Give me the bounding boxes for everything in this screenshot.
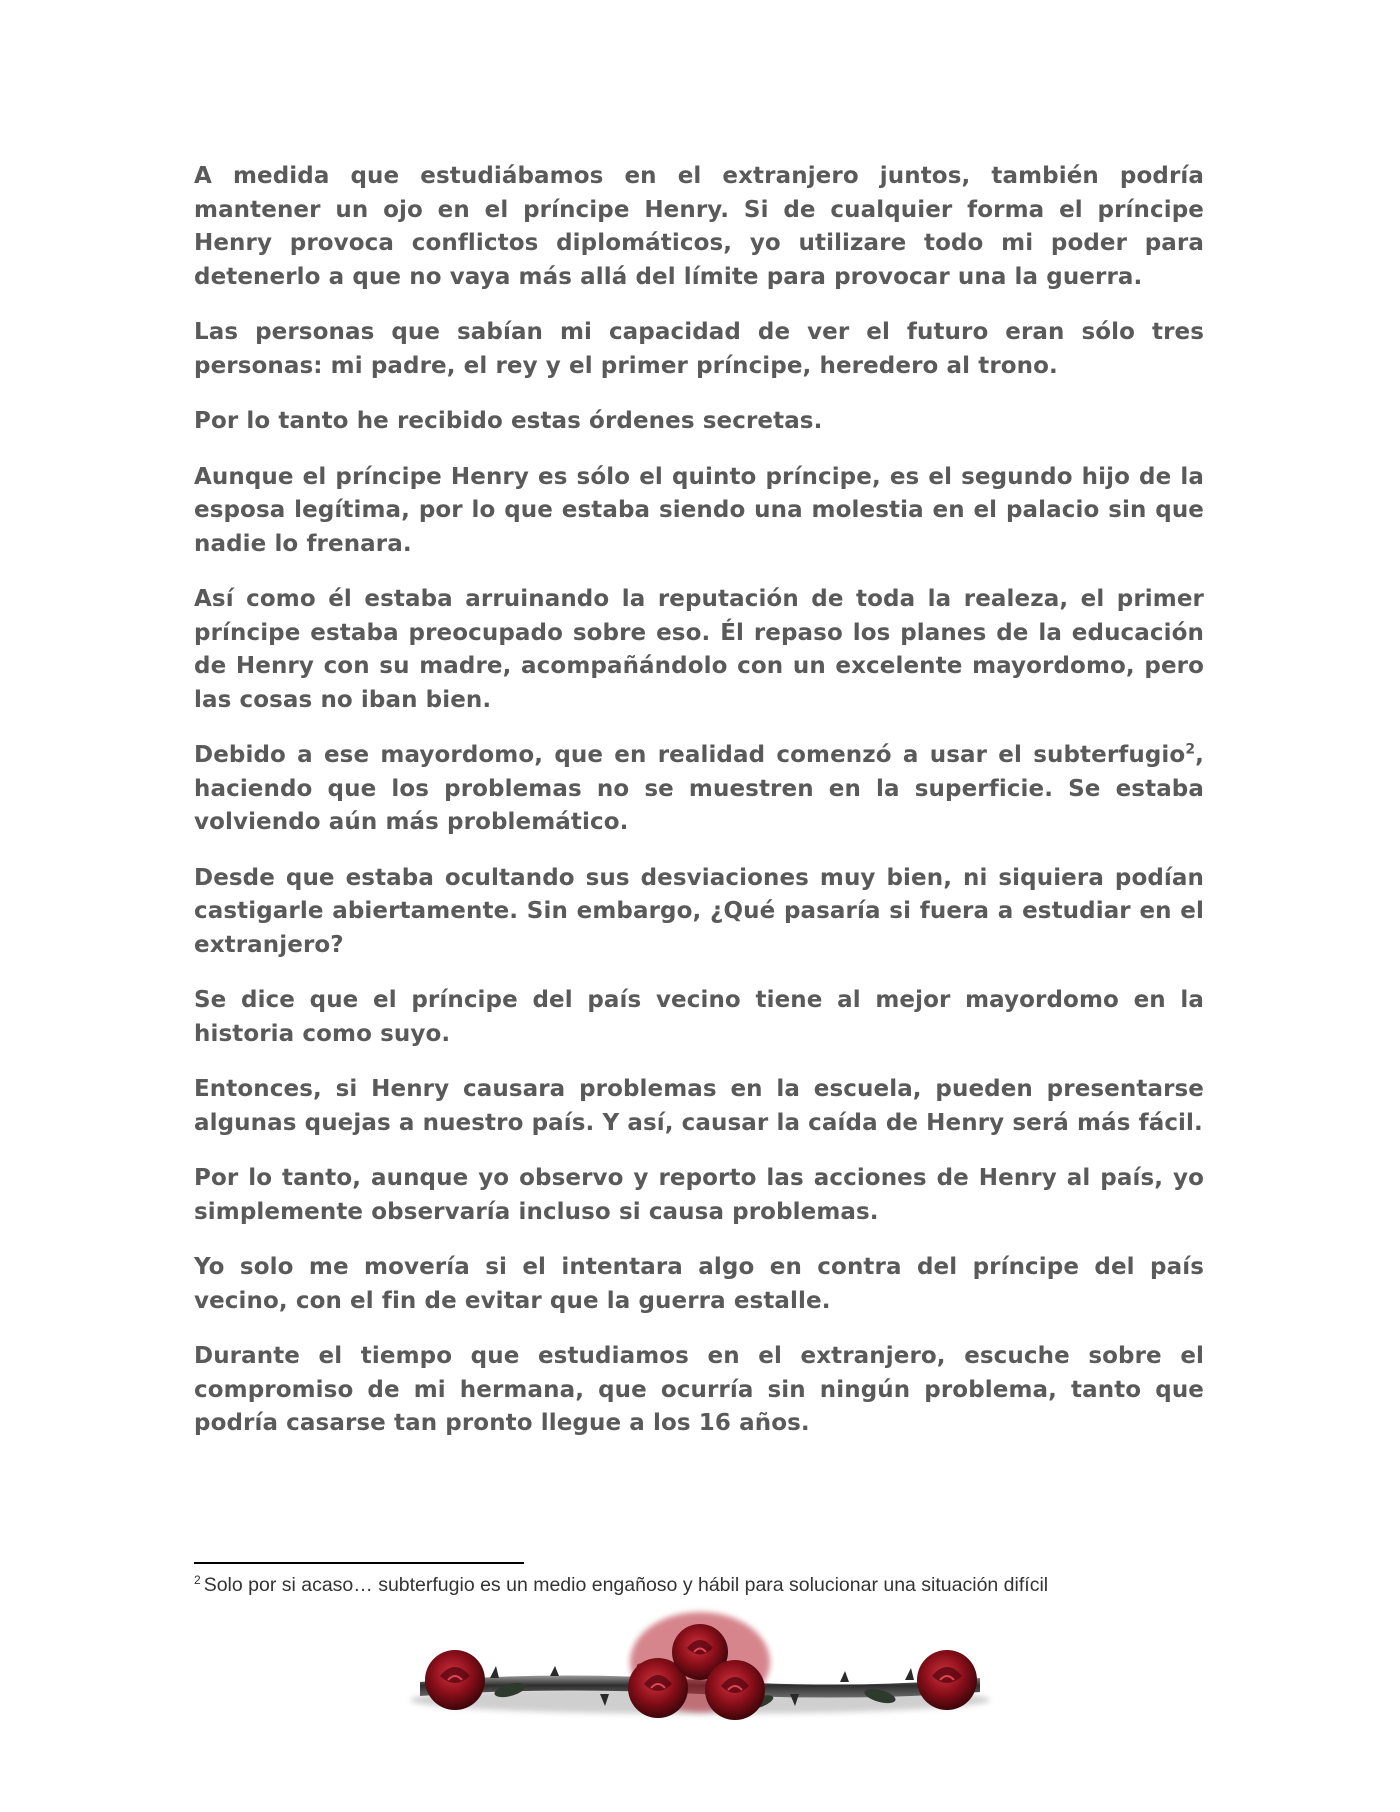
paragraph-6-end: haciendo que los problemas no se muestren en la superficie. Se estaba volviendo aún más problemático. <box>194 775 1204 835</box>
paragraph-8: Se dice que el príncipe del país vecino tiene al mejor mayordomo en la historia como suyo. <box>194 987 1204 1047</box>
footnote-reference[interactable]: 2 <box>1185 741 1196 758</box>
paragraph-1: A medida que estudiábamos en el extranjero juntos, también podría mantener un ojo en el príncipe Henry. Si de cualquier forma el príncipe Henry provoca conflictos diplomáticos, yo utilizare todo mi poder para detenerlo a que no vaya más allá del límite para provocar una la guerra. <box>194 163 1204 290</box>
body-text <box>194 160 1204 1441</box>
roses-ornament-icon <box>400 1600 1000 1740</box>
footnote-divider <box>194 1562 524 1564</box>
paragraph-10: Por lo tanto, aunque yo observo y reporto las acciones de Henry al país, yo simplemente observaría incluso si causa problemas. <box>194 1165 1204 1225</box>
paragraph-3: Por lo tanto he recibido estas órdenes secretas. <box>194 408 823 434</box>
paragraph-12: Durante el tiempo que estudiamos en el extranjero, escuche sobre el compromiso de mi hermana, que ocurría sin ningún problema, tanto que podría casarse tan pronto llegue a los 16 años. <box>194 1343 1204 1436</box>
footnote-number: 2 <box>194 1572 201 1587</box>
paragraph-7: Desde que estaba ocultando sus desviaciones muy bien, ni siquiera podían castigarle abiertamente. Sin embargo, ¿Qué pasaría si fuera a estudiar en el extranjero? <box>194 864 1204 958</box>
footnote <box>194 1572 1204 1598</box>
paragraph-2: Las personas que sabían mi capacidad de ver el futuro eran sólo tres personas: mi padre, el rey y el primer príncipe, heredero al trono. <box>194 319 1204 379</box>
rose-left <box>425 1650 485 1710</box>
paragraph-11: Yo solo me movería si el intentara algo en contra del príncipe del país vecino, con el fin de evitar que la guerra estalle. <box>194 1254 1204 1314</box>
rose-right <box>917 1650 977 1710</box>
footnote-text: Solo por si acaso… subterfugio es un medio engañoso y hábil para solucionar una situación difícil <box>203 1574 1049 1596</box>
paragraph-6-start: Debido a ese mayordomo, que en realidad comenzó a usar el subterfugio <box>194 742 1186 768</box>
paragraph-9: Entonces, si Henry causara problemas en la escuela, pueden presentarse algunas quejas a nuestro país. Y así, causar la caída de Henry será más fácil. <box>194 1076 1204 1136</box>
paragraph-6: Debido a ese mayordomo, que en realidad comenzó a usar el subterfugio$^2$, haciendo que los problemas no se muestren en la superficie. Se estaba volviendo aún más problemático. <box>194 741 1204 835</box>
paragraph-4: Aunque el príncipe Henry es sólo el quinto príncipe, es el segundo hijo de la esposa legítima, por lo que estaba siendo una molestia en el palacio sin que nadie lo frenara. <box>194 463 1204 557</box>
paragraph-5: Así como él estaba arruinando la reputación de toda la realeza, el primer príncipe estaba preocupado sobre eso. Él repaso los planes de la educación de Henry con su madre, acompañándolo con un excelente mayordomo, pero las cosas no iban bien. <box>194 586 1204 713</box>
rose-center-right <box>705 1660 765 1720</box>
